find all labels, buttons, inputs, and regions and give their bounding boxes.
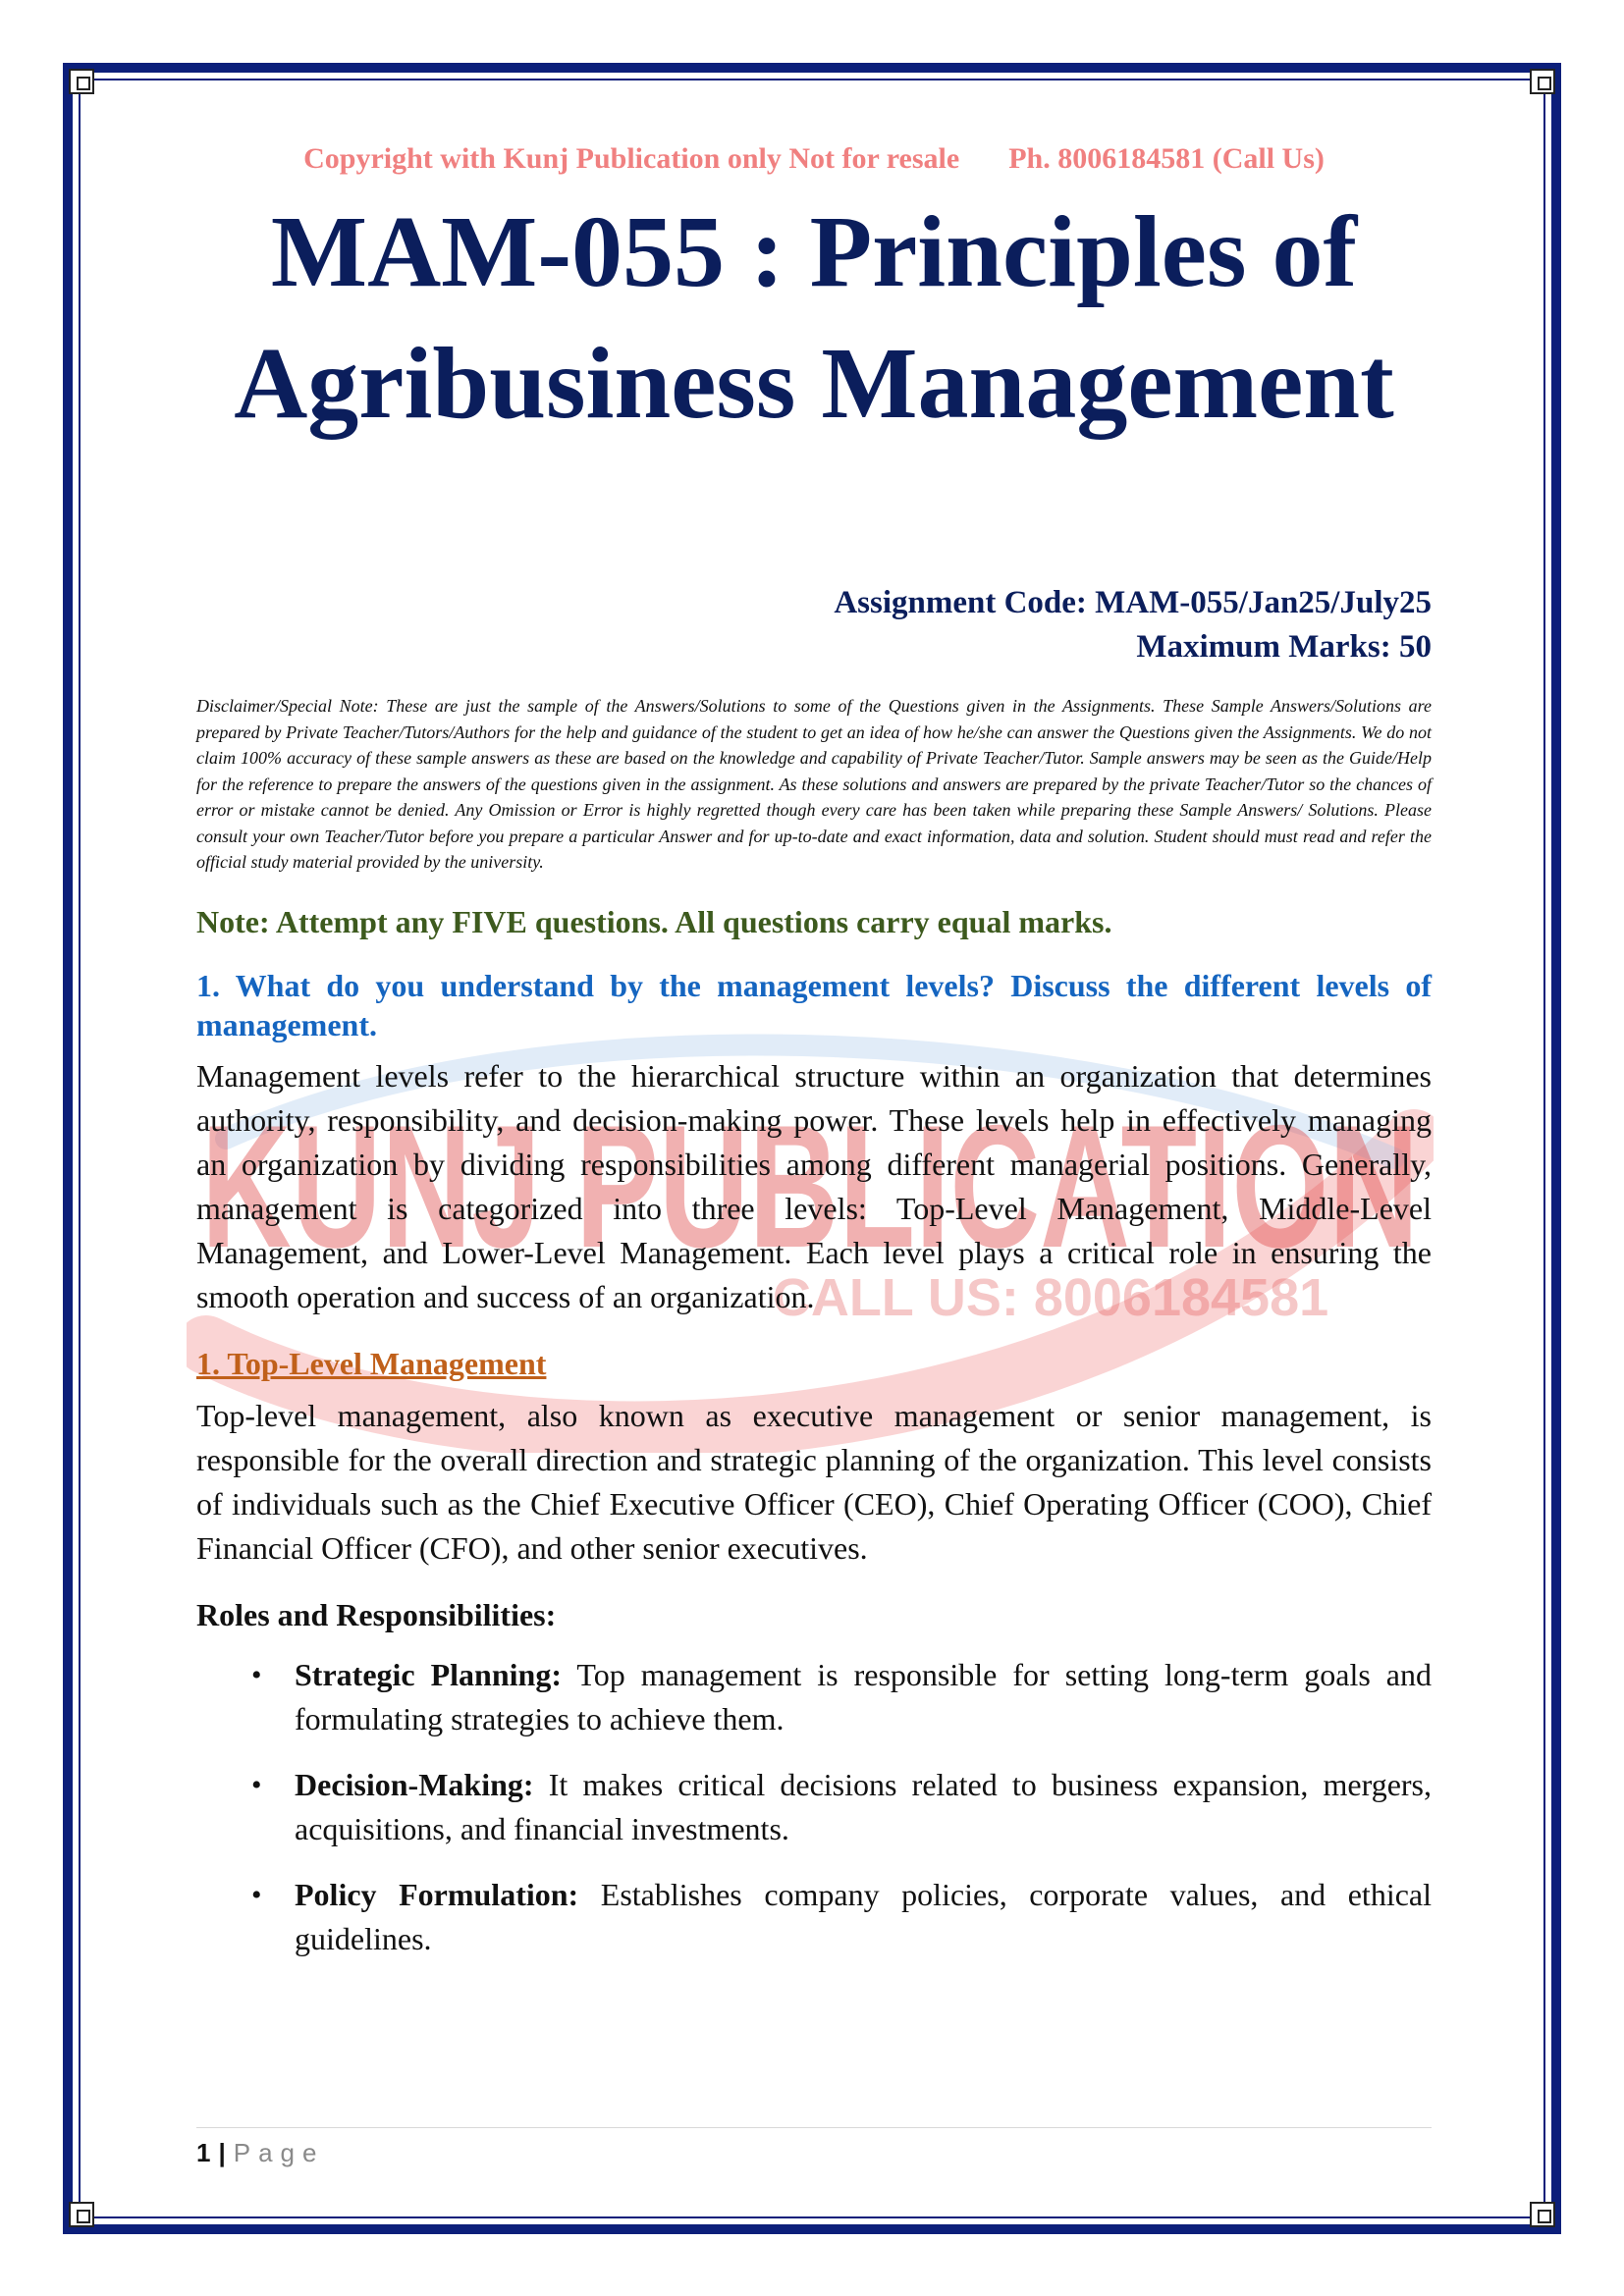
bullet-icon: • [251, 1658, 262, 1691]
title-line-2: Agribusiness Management [234, 327, 1394, 440]
instruction-note: Note: Attempt any FIVE questions. All questions carry equal marks. [196, 903, 1112, 939]
list-item-text: Establishes company policies, corporate values, and ethical guidelines. [295, 1876, 1433, 1956]
watermark-brand: KUNJ PUBLICATION [201, 1089, 1419, 1284]
list-item-term: Decision-Making: [295, 1766, 534, 1802]
answer-intro-paragraph: Management levels refer to the hierarchical structure within an organization that determines authority, responsibility, and decision-making power. These levels help in effectively managing an organization by dividing responsibilities among different managerial positions. Generally, management is categorized into three levels: Top-Level Management, Middle-Level Management, and Lower-Level Management. Each level plays a critical role in ensuring the smooth operation and success of an organization. [196, 1057, 1432, 1314]
corner-ornament-top-right [1530, 69, 1555, 94]
section-heading-top-level: 1. Top-Level Management [196, 1345, 547, 1381]
contact-phone: Ph. 8006184581 (Call Us) [1008, 142, 1325, 175]
corner-ornament-top-left [69, 69, 94, 94]
disclaimer-note: Disclaimer/Special Note: These are just the sample of the Answers/Solutions to some of the Questions given in the Assignments. These Sample Answers/Solutions are prepared by Private Teacher/Tutors/Authors for the help and guidance of the student to get an idea of how he/she can answer the Questions given the Assignments. We do not claim 100% accuracy of these sample answers as these are based on the knowledge and capability of Private Teacher/Tutor. Sample answers may be seen as the Guide/Help for the reference to prepare the answers of the questions given in the assignment. As these solutions and answers are prepared by the private Teacher/Tutor so the chances of error or mistake cannot be denied. Any Omission or Error is highly regretted though every care has been taken while preparing these Sample Answers/ Solutions. Please consult your own Teacher/Tutor before you prepare a particular Answer and for up-to-date and exact information, data and solution. Student should must read and refer the official study material provided by the university. [196, 696, 1432, 872]
maximum-marks: Maximum Marks: 50 [1136, 629, 1432, 665]
question-1: 1. What do you understand by the management levels? Discuss the different levels of management. [196, 967, 1432, 1042]
assignment-info [196, 581, 1432, 669]
list-item-text: Top management is responsible for setting long-term goals and formulating strategies to achieve them. [295, 1656, 1433, 1736]
list-item [196, 1873, 1432, 1961]
top-level-paragraph: Top-level management, also known as executive management or senior management, is responsible for the overall direction and strategic planning of the organization. This level consists of individuals such as the Chief Executive Officer (CEO), Chief Operating Officer (COO), Chief Financial Officer (CFO), and other senior executives. [196, 1397, 1432, 1566]
assignment-code: Assignment Code: MAM-055/Jan25/July25 [834, 585, 1432, 620]
page-label: Page [233, 2138, 325, 2167]
page-footer [196, 2136, 324, 2169]
list-item-text: It makes critical decisions related to business expansion, mergers, acquisitions, and financial investments. [295, 1766, 1432, 1846]
page-number: 1 [196, 2138, 211, 2167]
copyright-text: Copyright with Kunj Publication only Not for resale [303, 142, 960, 175]
bullet-icon: • [251, 1768, 262, 1801]
footer-divider [196, 2127, 1432, 2128]
document-content [196, 137, 1432, 1983]
roles-list [196, 1653, 1432, 1961]
copyright-notice [196, 137, 1432, 181]
title-line-1: MAM-055 : Principles of [270, 195, 1358, 308]
document-title [196, 187, 1432, 450]
corner-ornament-bottom-left [69, 2202, 94, 2227]
list-item-term: Policy Formulation: [295, 1876, 579, 1912]
roles-heading: Roles and Responsibilities: [196, 1596, 557, 1632]
bullet-icon: • [251, 1878, 262, 1911]
list-item [196, 1653, 1432, 1741]
footer-separator: | [218, 2138, 226, 2167]
watermark-call: CALL US: 8006184581 [772, 1268, 1329, 1327]
corner-ornament-bottom-right [1530, 2202, 1555, 2227]
list-item-term: Strategic Planning: [295, 1656, 562, 1692]
list-item [196, 1763, 1432, 1851]
